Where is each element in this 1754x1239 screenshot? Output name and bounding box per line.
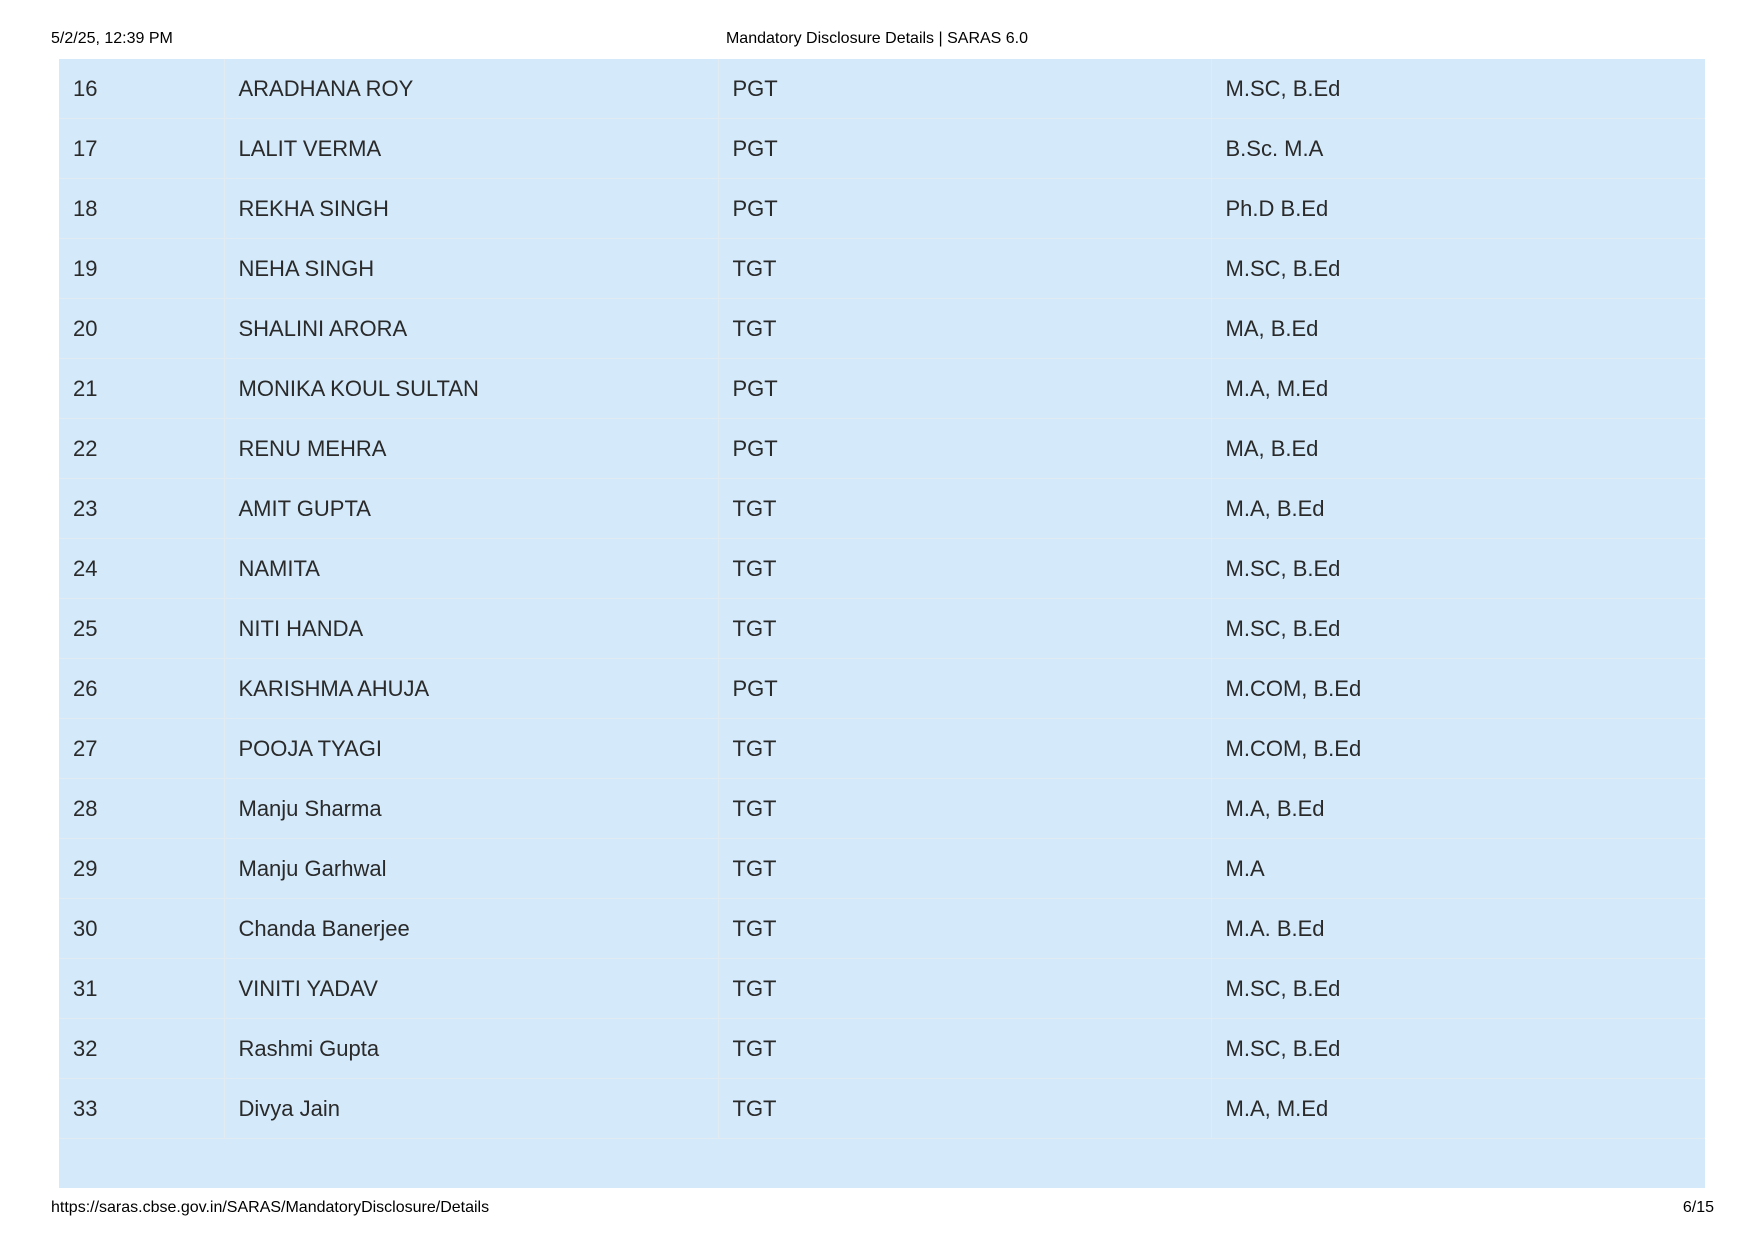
cell-qualification: M.A, M.Ed [1211, 359, 1705, 419]
staff-table-panel [59, 59, 1705, 1188]
cell-designation: PGT [718, 659, 1211, 719]
cell-staff-name: VINITI YADAV [224, 959, 718, 1019]
cell-qualification: Ph.D B.Ed [1211, 179, 1705, 239]
table-row [59, 359, 1705, 419]
cell-serial-number: 20 [59, 299, 224, 359]
cell-qualification: M.COM, B.Ed [1211, 659, 1705, 719]
table-row [59, 1019, 1705, 1079]
staff-table-body [59, 59, 1705, 1139]
cell-designation: TGT [718, 779, 1211, 839]
cell-staff-name: Chanda Banerjee [224, 899, 718, 959]
cell-qualification: M.SC, B.Ed [1211, 59, 1705, 119]
cell-qualification: M.SC, B.Ed [1211, 1019, 1705, 1079]
cell-staff-name: LALIT VERMA [224, 119, 718, 179]
cell-designation: PGT [718, 59, 1211, 119]
table-row [59, 59, 1705, 119]
cell-staff-name: NAMITA [224, 539, 718, 599]
cell-designation: TGT [718, 599, 1211, 659]
cell-designation: TGT [718, 1079, 1211, 1139]
cell-staff-name: MONIKA KOUL SULTAN [224, 359, 718, 419]
cell-staff-name: Manju Garhwal [224, 839, 718, 899]
cell-designation: TGT [718, 539, 1211, 599]
cell-staff-name: AMIT GUPTA [224, 479, 718, 539]
table-row [59, 419, 1705, 479]
cell-qualification: MA, B.Ed [1211, 419, 1705, 479]
cell-designation: PGT [718, 179, 1211, 239]
cell-staff-name: Divya Jain [224, 1079, 718, 1139]
cell-qualification: M.A [1211, 839, 1705, 899]
cell-staff-name: NEHA SINGH [224, 239, 718, 299]
table-row [59, 899, 1705, 959]
cell-qualification: M.A, B.Ed [1211, 779, 1705, 839]
page-title: Mandatory Disclosure Details | SARAS 6.0 [725, 30, 1029, 47]
table-row [59, 779, 1705, 839]
cell-staff-name: Rashmi Gupta [224, 1019, 718, 1079]
cell-serial-number: 24 [59, 539, 224, 599]
cell-serial-number: 16 [59, 59, 224, 119]
cell-designation: PGT [718, 359, 1211, 419]
cell-qualification: M.SC, B.Ed [1211, 539, 1705, 599]
cell-qualification: M.SC, B.Ed [1211, 959, 1705, 1019]
cell-designation: PGT [718, 419, 1211, 479]
table-row [59, 539, 1705, 599]
table-row [59, 839, 1705, 899]
cell-designation: TGT [718, 239, 1211, 299]
cell-staff-name: RENU MEHRA [224, 419, 718, 479]
staff-table [59, 59, 1705, 1139]
cell-serial-number: 30 [59, 899, 224, 959]
cell-qualification: M.SC, B.Ed [1211, 239, 1705, 299]
cell-serial-number: 33 [59, 1079, 224, 1139]
cell-staff-name: NITI HANDA [224, 599, 718, 659]
cell-serial-number: 19 [59, 239, 224, 299]
page-number: 6/15 [1682, 1199, 1714, 1216]
table-row [59, 299, 1705, 359]
cell-serial-number: 31 [59, 959, 224, 1019]
cell-serial-number: 27 [59, 719, 224, 779]
cell-staff-name: ARADHANA ROY [224, 59, 718, 119]
cell-serial-number: 23 [59, 479, 224, 539]
cell-qualification: M.COM, B.Ed [1211, 719, 1705, 779]
print-datetime: 5/2/25, 12:39 PM [51, 30, 173, 47]
cell-serial-number: 18 [59, 179, 224, 239]
cell-serial-number: 29 [59, 839, 224, 899]
page-url: https://saras.cbse.gov.in/SARAS/MandatoryDisclosure/Details [51, 1199, 490, 1216]
cell-designation: TGT [718, 1019, 1211, 1079]
cell-qualification: M.A, B.Ed [1211, 479, 1705, 539]
table-row [59, 719, 1705, 779]
cell-qualification: M.SC, B.Ed [1211, 599, 1705, 659]
table-row [59, 659, 1705, 719]
cell-designation: TGT [718, 899, 1211, 959]
cell-serial-number: 32 [59, 1019, 224, 1079]
table-row [59, 959, 1705, 1019]
cell-designation: TGT [718, 959, 1211, 1019]
table-row [59, 119, 1705, 179]
cell-staff-name: Manju Sharma [224, 779, 718, 839]
cell-qualification: B.Sc. M.A [1211, 119, 1705, 179]
table-row [59, 1079, 1705, 1139]
cell-staff-name: KARISHMA AHUJA [224, 659, 718, 719]
cell-qualification: MA, B.Ed [1211, 299, 1705, 359]
cell-serial-number: 22 [59, 419, 224, 479]
cell-serial-number: 26 [59, 659, 224, 719]
cell-qualification: M.A, M.Ed [1211, 1079, 1705, 1139]
table-row [59, 239, 1705, 299]
cell-designation: PGT [718, 119, 1211, 179]
cell-serial-number: 25 [59, 599, 224, 659]
cell-serial-number: 17 [59, 119, 224, 179]
table-row [59, 479, 1705, 539]
cell-staff-name: POOJA TYAGI [224, 719, 718, 779]
cell-qualification: M.A. B.Ed [1211, 899, 1705, 959]
cell-staff-name: REKHA SINGH [224, 179, 718, 239]
cell-designation: TGT [718, 299, 1211, 359]
table-row [59, 599, 1705, 659]
cell-designation: TGT [718, 839, 1211, 899]
cell-serial-number: 28 [59, 779, 224, 839]
cell-serial-number: 21 [59, 359, 224, 419]
table-row [59, 179, 1705, 239]
cell-designation: TGT [718, 479, 1211, 539]
cell-staff-name: SHALINI ARORA [224, 299, 718, 359]
cell-designation: TGT [718, 719, 1211, 779]
